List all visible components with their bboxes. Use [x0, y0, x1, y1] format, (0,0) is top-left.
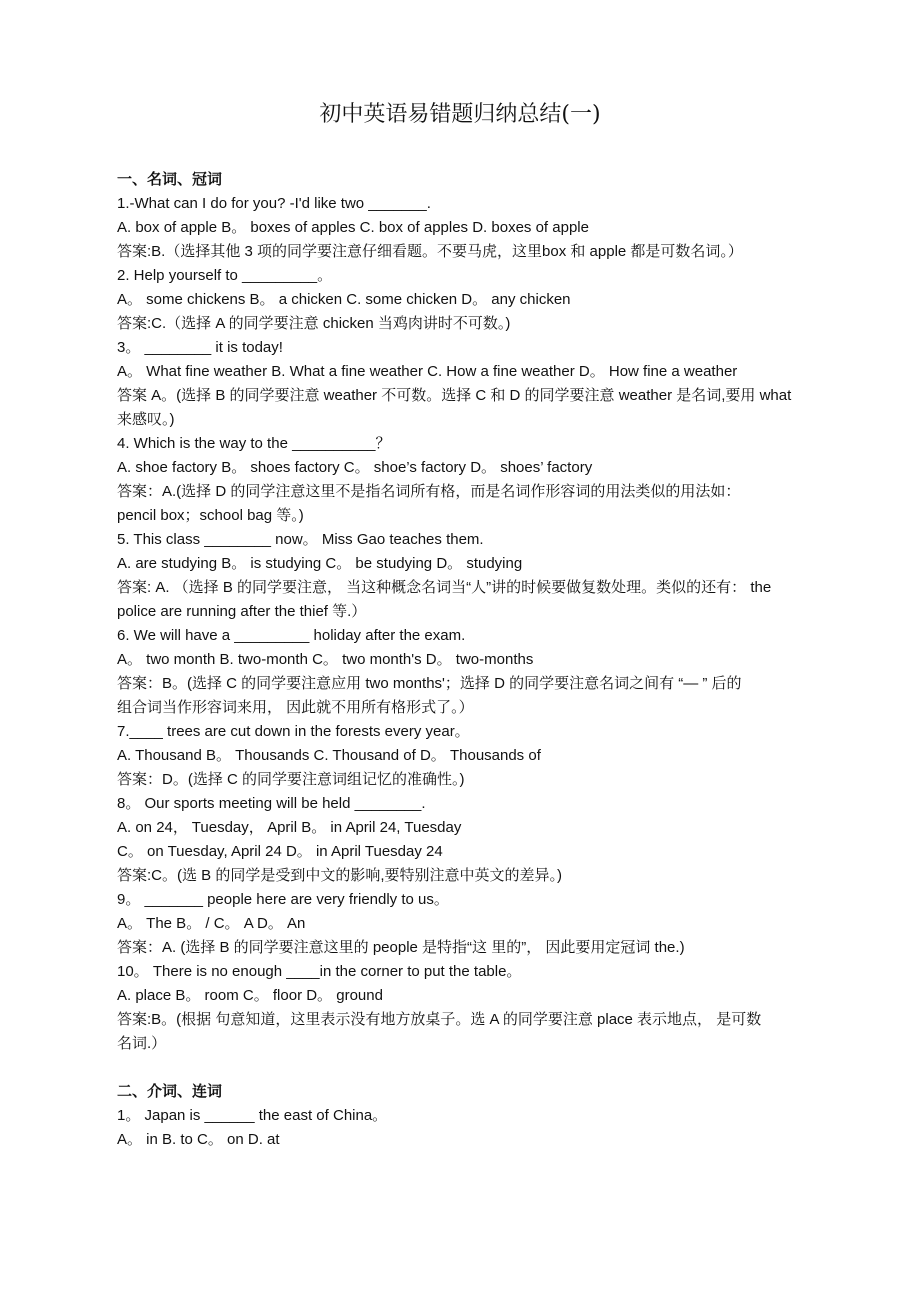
answer-4-cont: pencil box；school bag 等。): [117, 507, 304, 524]
section-heading: 一、名词、冠词: [117, 171, 223, 188]
options-3: A。 What fine weather B. What a fine weather C. How a fine weather D。 How fine a weather: [117, 363, 738, 380]
options-6: A。 two month B. two-month C。 two month's D。 two-months: [117, 651, 534, 668]
answer-3-cont: 来感叹。): [117, 411, 175, 428]
section-prepositions-conjunctions: [117, 1080, 837, 1152]
answer-7: 答案：D。(选择 C 的同学要注意词组记忆的准确性。): [117, 771, 465, 788]
options-7: A. Thousand B。 Thousands C. Thousand of D。 Thousands of: [117, 747, 541, 764]
answer-4: 答案：A.(选择 D 的同学注意这里不是指名词所有格，而是名词作形容词的用法类似的用法如：: [117, 483, 741, 500]
question-7: 7.____ trees are cut down in the forests every year。: [117, 723, 470, 740]
question-5: 5. This class ________ now。 Miss Gao teaches them.: [117, 531, 484, 548]
question-3: 3。 ________ it is today!: [117, 339, 283, 356]
options-9: A。 The B。 / C。 A D。 An: [117, 915, 306, 932]
section-heading: 二、介词、连词: [117, 1083, 223, 1100]
question-10: 10。 There is no enough ____in the corner to put the table。: [117, 963, 522, 980]
question-9: 9。 _______ people here are very friendly to us。: [117, 891, 449, 908]
answer-10: 答案:B。(根据 句意知道，这里表示没有地方放桌子。选 A 的同学要注意 place 表示地点， 是可数: [117, 1011, 762, 1028]
answer-10-cont: 名词.）: [117, 1035, 167, 1052]
answer-3: 答案 A。(选择 B 的同学要注意 weather 不可数。选择 C 和 D 的同学要注意 weather 是名词,要用 what: [117, 387, 792, 404]
answer-2: 答案:C.（选择 A 的同学要注意 chicken 当鸡肉讲时不可数。): [117, 315, 511, 332]
question-4: 4. Which is the way to the __________？: [117, 435, 391, 452]
answer-1: 答案:B.（选择其他 3 项的同学要注意仔细看题。不要马虎，这里box 和 apple 都是可数名词。）: [117, 243, 743, 260]
options-5: A. are studying B。 is studying C。 be studying D。 studying: [117, 555, 523, 572]
answer-8: 答案:C。(选 B 的同学是受到中文的影响,要特别注意中英文的差异。): [117, 867, 563, 884]
question-8: 8。 Our sports meeting will be held ________.: [117, 795, 426, 812]
options-10: A. place B。 room C。 floor D。 ground: [117, 987, 383, 1004]
page-title: 初中英语易错题归纳总结(一): [319, 102, 601, 127]
options-4: A. shoe factory B。 shoes factory C。 shoe’s factory D。 shoes’ factory: [117, 459, 593, 476]
options-8a: A. on 24， Tuesday， April B。 in April 24, Tuesday: [117, 819, 462, 836]
section-nouns-articles: [117, 168, 837, 1056]
answer-5-cont: police are running after the thief 等.）: [117, 603, 367, 620]
options-1: A. box of apple B。 boxes of apples C. box of apples D. boxes of apple: [117, 219, 589, 236]
question-1: 1.-What can I do for you? -I'd like two _______.: [117, 195, 431, 212]
question-6: 6. We will have a _________ holiday after the exam.: [117, 627, 466, 644]
answer-6-cont: 组合词当作形容词来用， 因此就不用所有格形式了。）: [117, 699, 474, 716]
section-spacer: [117, 1056, 837, 1080]
answer-5: 答案: A. （选择 B 的同学要注意， 当这种概念名词当“人”讲的时候要做复数处理。类似的还有： the: [117, 579, 772, 596]
document-body: [117, 168, 837, 1152]
question-2: 2. Help yourself to _________。: [117, 267, 333, 284]
options-1: A。 in B. to C。 on D. at: [117, 1131, 280, 1148]
options-8b: C。 on Tuesday, April 24 D。 in April Tuesday 24: [117, 843, 443, 860]
question-1: 1。 Japan is ______ the east of China。: [117, 1107, 388, 1124]
options-2: A。 some chickens B。 a chicken C. some chicken D。 any chicken: [117, 291, 571, 308]
answer-6: 答案：B。(选择 C 的同学要注意应用 two months'；选择 D 的同学要注意名词之间有 “— ” 后的: [117, 675, 742, 692]
answer-9: 答案：A. (选择 B 的同学要注意这里的 people 是特指“这 里的”， 因此要用定冠词 the.): [117, 939, 685, 956]
